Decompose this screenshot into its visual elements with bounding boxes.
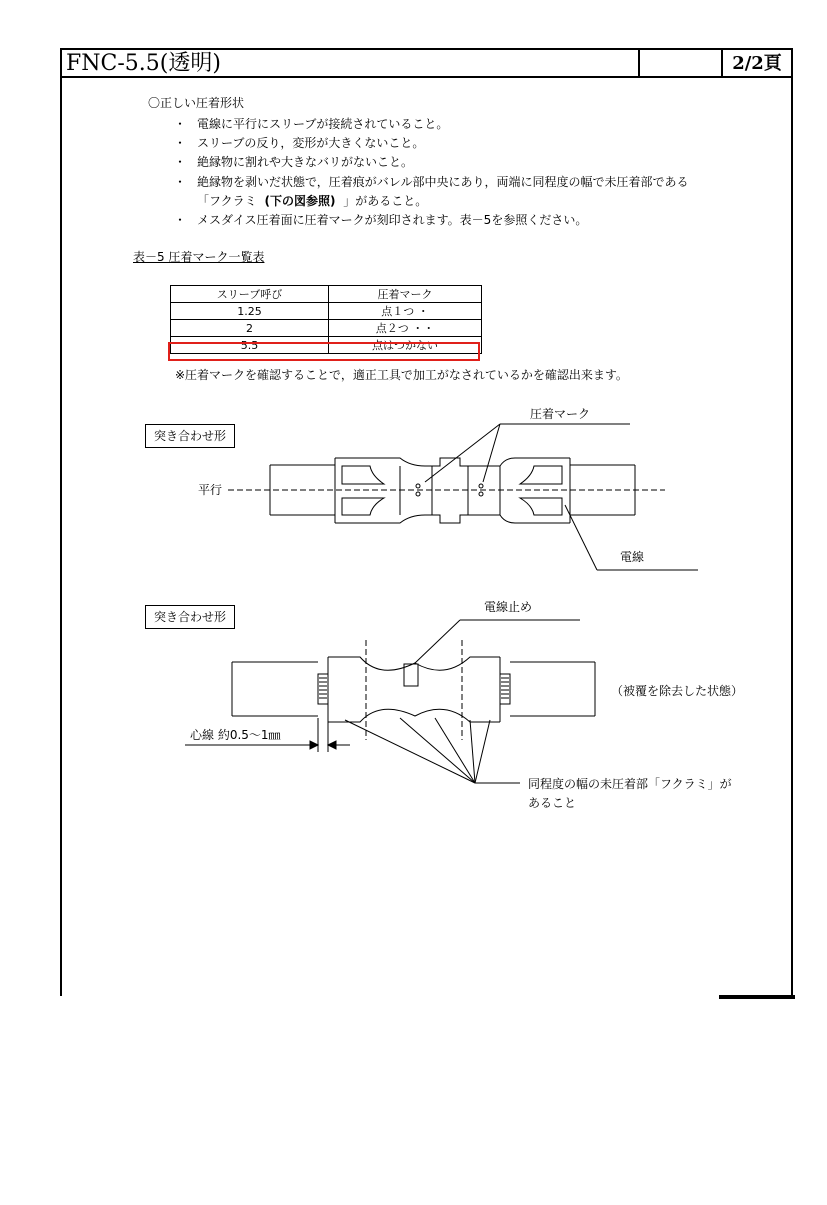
document-title: FNC-5.5(透明): [66, 51, 221, 76]
continuation-text: 「フクラミ: [197, 194, 257, 208]
table-cell: 点１つ ・: [329, 303, 482, 320]
table-cell: 1.25: [171, 303, 329, 320]
bullet-mark: ・: [174, 136, 187, 150]
table-cell: 5.5: [171, 337, 329, 354]
page-number: 2/2頁: [732, 53, 782, 74]
crimp-mark-label: 圧着マーク: [530, 407, 591, 421]
figure1-box-label: 突き合わせ形: [145, 424, 235, 448]
list-item: スリーブの反り，変形が大きくないこと。: [197, 136, 425, 150]
list-item: 絶縁物に割れや大きなバリがないこと。: [197, 155, 414, 169]
parallel-label: 平行: [198, 483, 223, 497]
wire-stop-label: 電線止め: [484, 600, 533, 614]
figure2-drawing: [185, 620, 595, 783]
column-header: 圧着マーク: [329, 286, 482, 303]
section-heading: 〇正しい圧着形状: [148, 96, 245, 110]
bullet-mark: ・: [174, 213, 187, 227]
figure1-drawing: [228, 424, 698, 570]
table-cell: 点２つ ・・: [329, 320, 482, 337]
wire-label: 電線: [620, 550, 645, 564]
bullet-mark: ・: [174, 175, 187, 189]
core-length-label: 心線 約0.5～1㎜: [190, 728, 281, 742]
bullet-mark: ・: [174, 155, 187, 169]
bulge-label: 同程度の幅の未圧着部「フクラミ」が: [528, 777, 732, 791]
figure2-box-label: 突き合わせ形: [145, 605, 235, 629]
table-cell: 点はつかない: [329, 337, 482, 354]
column-header: スリーブ呼び: [171, 286, 329, 303]
table-caption: 表－5 圧着マーク一覧表: [133, 250, 265, 264]
bullet-mark: ・: [174, 117, 187, 131]
bulge-label: あること: [528, 796, 577, 810]
list-item: 絶縁物を剥いだ状態で，圧着痕がバレル部中央にあり，両端に同程度の幅で未圧着部である: [197, 175, 689, 189]
state-label: （被覆を除去した状態）: [611, 684, 744, 698]
table-note: ※圧着マークを確認することで，適正工具で加工がなされているかを確認出来ます。: [175, 368, 628, 382]
list-item: メスダイス圧着面に圧着マークが刻印されます。表－5を参照ください。: [197, 213, 588, 227]
figure-reference: (下の図参照): [264, 194, 336, 208]
list-item: 電線に平行にスリーブが接続されていること。: [197, 117, 449, 131]
continuation-text: 」があること。: [343, 194, 428, 208]
table-cell: 2: [171, 320, 329, 337]
